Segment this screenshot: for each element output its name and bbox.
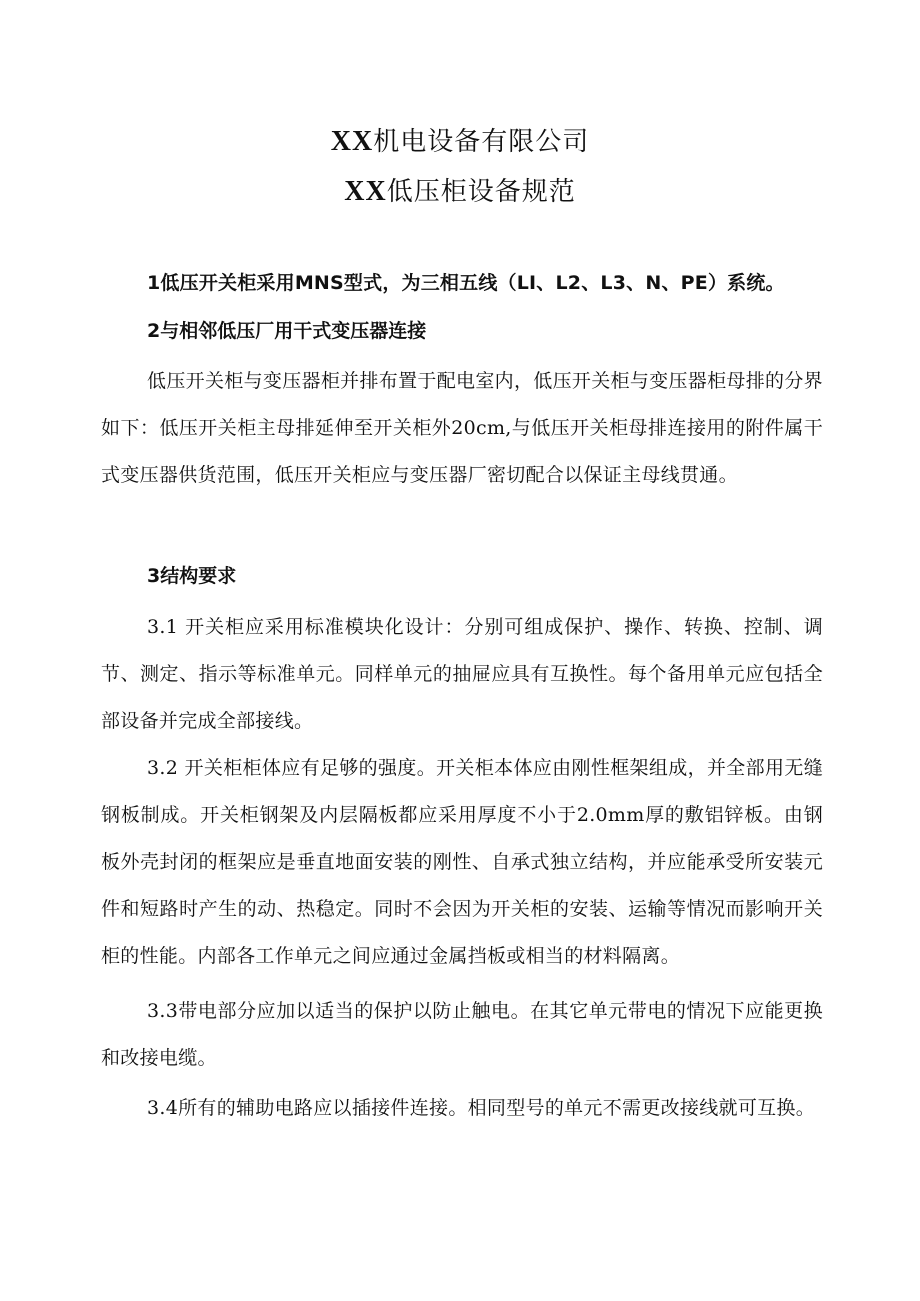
- company-title: [0, 124, 920, 160]
- section-3-2-paragraph: 3.2 开关柜柜体应有足够的强度。开关柜本体应由刚性框架组成，并全部用无缝钢板制成。开关柜钢架及内层隔板都应采用厚度不小于2.0mm厚的敷铝锌板。由钢板外壳封闭的框架应是垂直地面安装的刚性、自承式独立结构，并应能承受所安装元件和短路时产生的动、热稳定。同时不会因为开关柜的安装、运输等情况而影响开关柜的性能。内部各工作单元之间应通过金属挡板或相当的材料隔离。: [101, 757, 823, 967]
- document-title-prefix: XX: [344, 176, 387, 207]
- section-2-heading: 2与相邻低压厂用干式变压器连接: [147, 320, 427, 342]
- section-3-heading: 3结构要求: [147, 565, 237, 587]
- section-3-1-paragraph: 3.1 开关柜应采用标准模块化设计：分别可组成保护、操作、转换、控制、调节、测定、指示等标准单元。同样单元的抽屉应具有互换性。每个备用单元应包括全部设备并完成全部接线。: [101, 616, 823, 732]
- section-3-4-paragraph: 3.4所有的辅助电路应以插接件连接。相同型号的单元不需更改接线就可互换。: [147, 1097, 816, 1119]
- company-title-text: 机电设备有限公司: [373, 127, 590, 157]
- document-title-text: 低压柜设备规范: [386, 177, 576, 207]
- section-3-3-paragraph: 3.3带电部分应加以适当的保护以防止触电。在其它单元带电的情况下应能更换和改接电缆。: [101, 1000, 823, 1069]
- section-1-heading: 1低压开关柜采用MNS型式，为三相五线（LI、L2、L3、N、PE）系统。: [147, 272, 785, 294]
- document-title: [0, 174, 920, 210]
- section-2-paragraph: 低压开关柜与变压器柜并排布置于配电室内，低压开关柜与变压器柜母排的分界如下：低压开关柜主母排延伸至开关柜外20cm,与低压开关柜母排连接用的附件属干式变压器供货范围，低压开关柜应与变压器厂密切配合以保证主母线贯通。: [101, 370, 823, 486]
- company-title-prefix: XX: [330, 126, 374, 157]
